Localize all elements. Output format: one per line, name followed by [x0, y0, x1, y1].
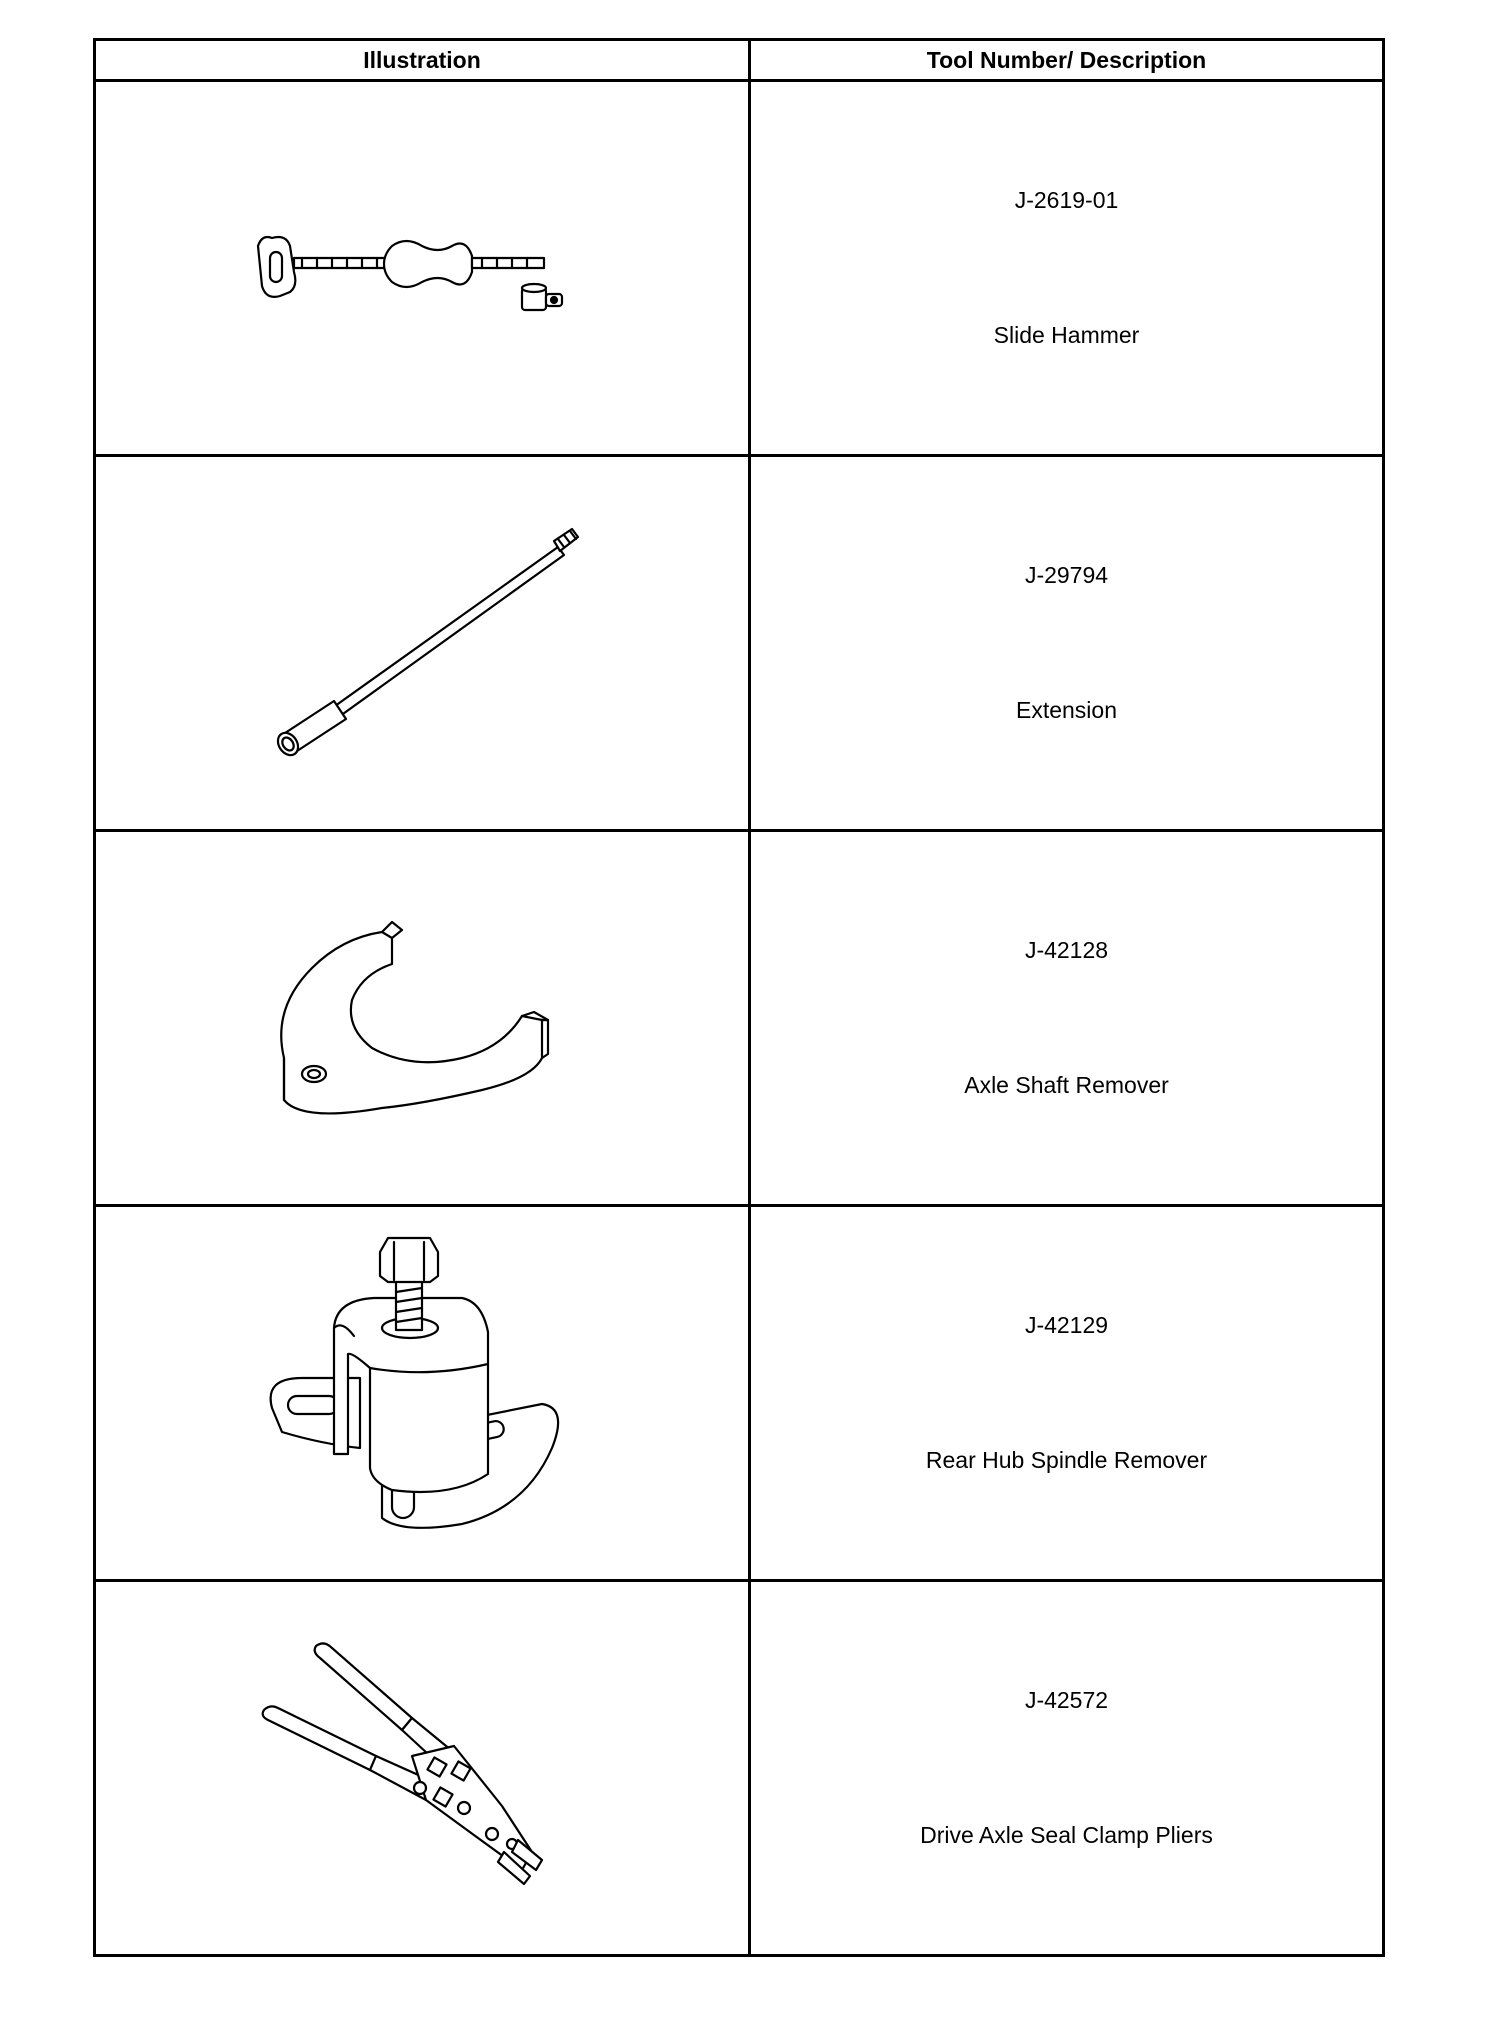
- table-row: [95, 1206, 1384, 1581]
- illustration-cell: [95, 831, 750, 1206]
- tool-name: Drive Axle Seal Clamp Pliers: [920, 1822, 1213, 1848]
- table-header-row: [95, 40, 1384, 81]
- tool-name: Extension: [1015, 697, 1117, 723]
- tool-number: J-2619-01: [1014, 187, 1119, 213]
- axle-shaft-remover-icon: [242, 908, 602, 1128]
- table-row: [95, 456, 1384, 831]
- tool-description-cell: [750, 1581, 1384, 1956]
- tool-description-cell: [750, 1206, 1384, 1581]
- tool-description-cell: [750, 831, 1384, 1206]
- illustration-cell: [95, 1581, 750, 1956]
- tool-number: J-42129: [1024, 1312, 1109, 1338]
- illustration-cell: [95, 81, 750, 456]
- extension-rod-icon: [242, 513, 602, 773]
- tool-number: J-42128: [1024, 937, 1109, 963]
- header-tool-number-description: Tool Number/ Description: [750, 40, 1384, 81]
- tool-description-cell: [750, 456, 1384, 831]
- clamp-pliers-icon: [242, 1638, 602, 1898]
- tools-table: [93, 38, 1385, 1957]
- illustration-cell: [95, 1206, 750, 1581]
- tool-description-cell: [750, 81, 1384, 456]
- header-illustration: Illustration: [95, 40, 750, 81]
- illustration-cell: [95, 456, 750, 831]
- table-row: [95, 831, 1384, 1206]
- slide-hammer-icon: [242, 208, 602, 328]
- hub-spindle-remover-icon: [242, 1228, 602, 1558]
- table-row: [95, 1581, 1384, 1956]
- tool-number: J-29794: [1024, 562, 1109, 588]
- table-row: [95, 81, 1384, 456]
- tool-name: Axle Shaft Remover: [964, 1072, 1169, 1098]
- tool-name: Rear Hub Spindle Remover: [925, 1447, 1208, 1473]
- tool-name: Slide Hammer: [993, 322, 1140, 348]
- tool-number: J-42572: [1024, 1687, 1109, 1713]
